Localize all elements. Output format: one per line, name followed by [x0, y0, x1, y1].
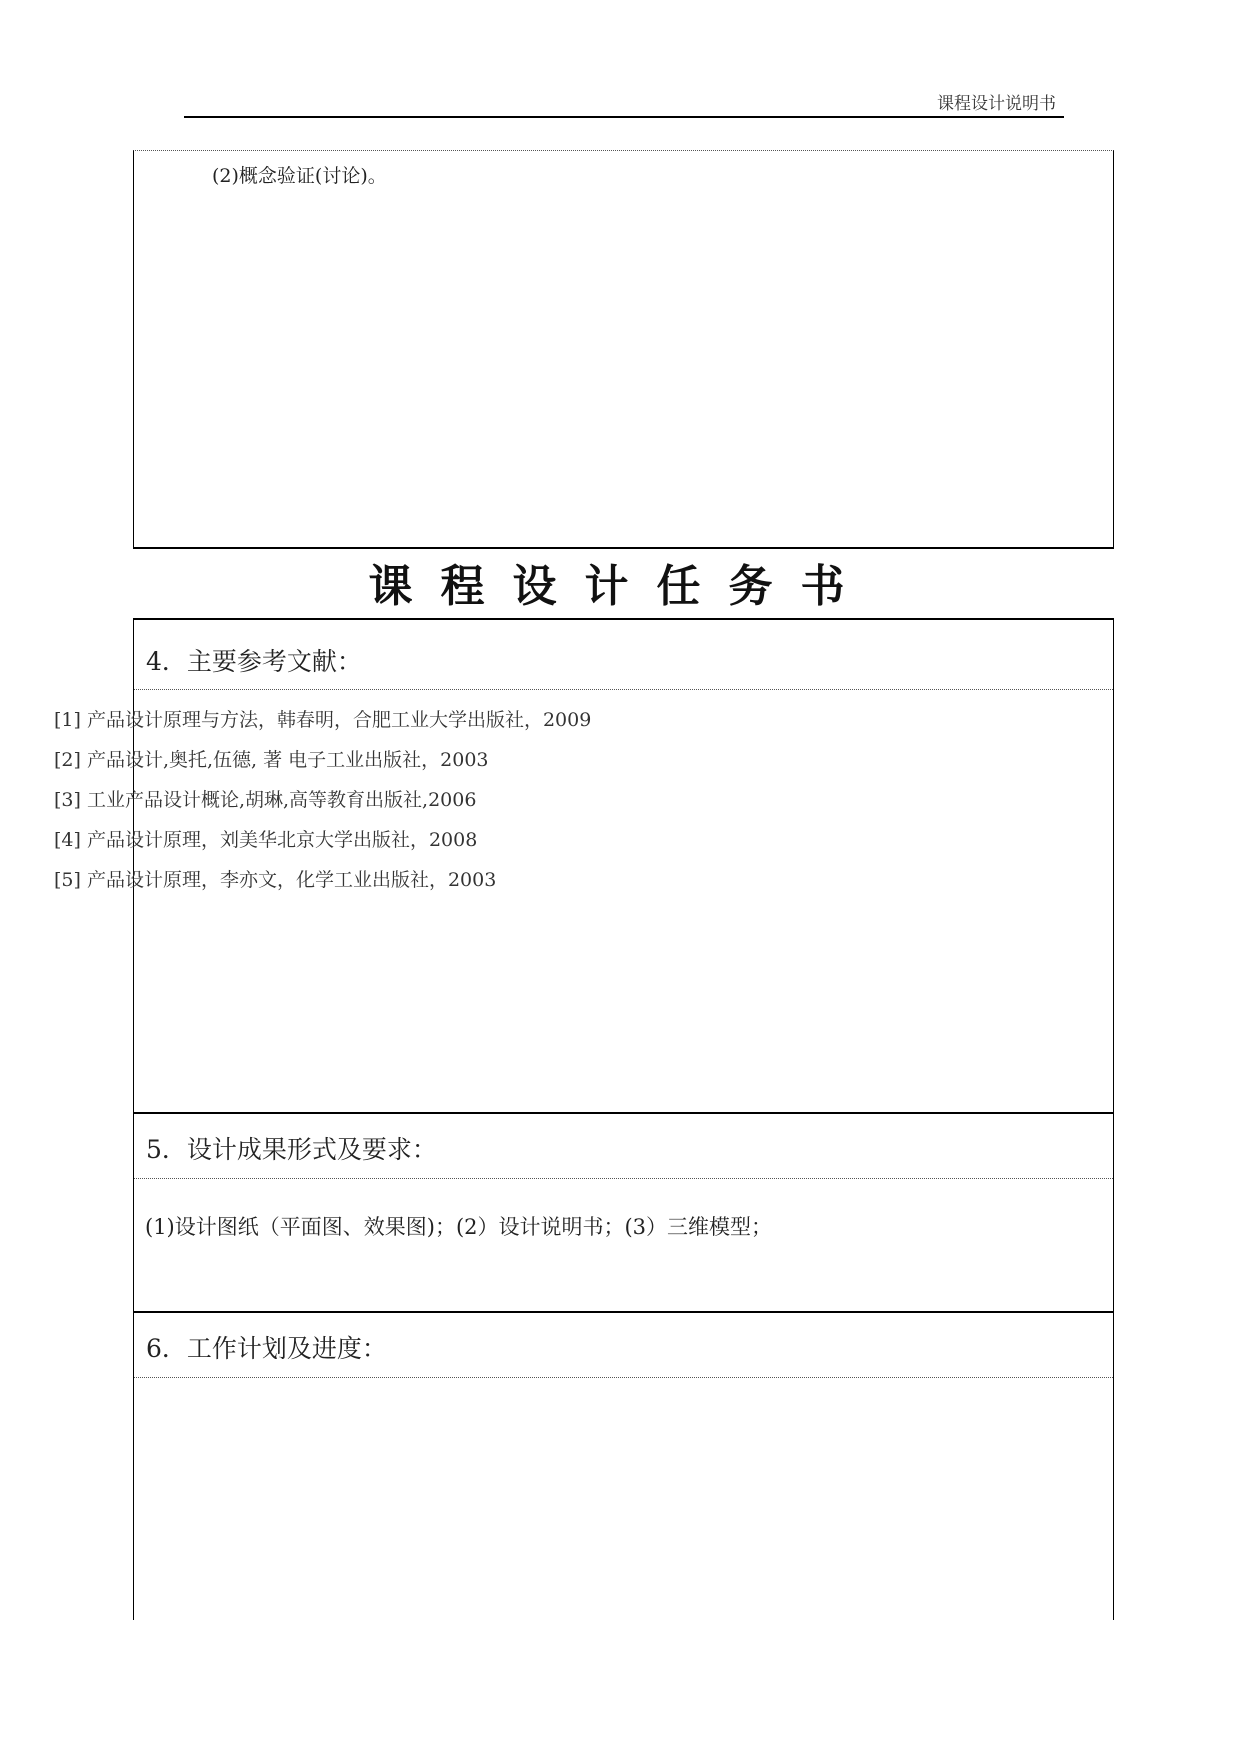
- header-doc-label: 课程设计说明书: [937, 94, 1056, 114]
- schedule-heading: 6．工作计划及进度：: [146, 1334, 387, 1363]
- list-item: [1] 产品设计原理与方法，韩春明，合肥工业大学出版社，2009: [54, 709, 592, 731]
- list-item: [3] 工业产品设计概论,胡琳,高等教育出版社,2006: [54, 789, 477, 811]
- page-title: 课程设计任务书: [368, 561, 873, 612]
- concept-box: [133, 150, 1114, 549]
- page-header: [184, 86, 1064, 118]
- list-item: [5] 产品设计原理，李亦文，化学工业出版社，2003: [54, 869, 497, 891]
- concept-text: (2)概念验证(讨论)。: [212, 165, 387, 187]
- references-heading: 4．主要参考文献：: [146, 647, 362, 676]
- deliverables-content: (1)设计图纸（平面图、效果图)；(2）设计说明书；(3）三维模型；: [145, 1215, 773, 1239]
- reference-list: [54, 700, 591, 900]
- schedule-heading-row: [134, 1313, 1113, 1378]
- deliverables-heading-row: [134, 1114, 1113, 1179]
- deliverables-heading: 5．设计成果形式及要求：: [146, 1135, 437, 1164]
- list-item: [4] 产品设计原理，刘美华北京大学出版社，2008: [54, 829, 478, 851]
- list-item: [2] 产品设计,奥托,伍德, 著 电子工业出版社，2003: [54, 749, 489, 771]
- references-heading-row: [134, 620, 1113, 690]
